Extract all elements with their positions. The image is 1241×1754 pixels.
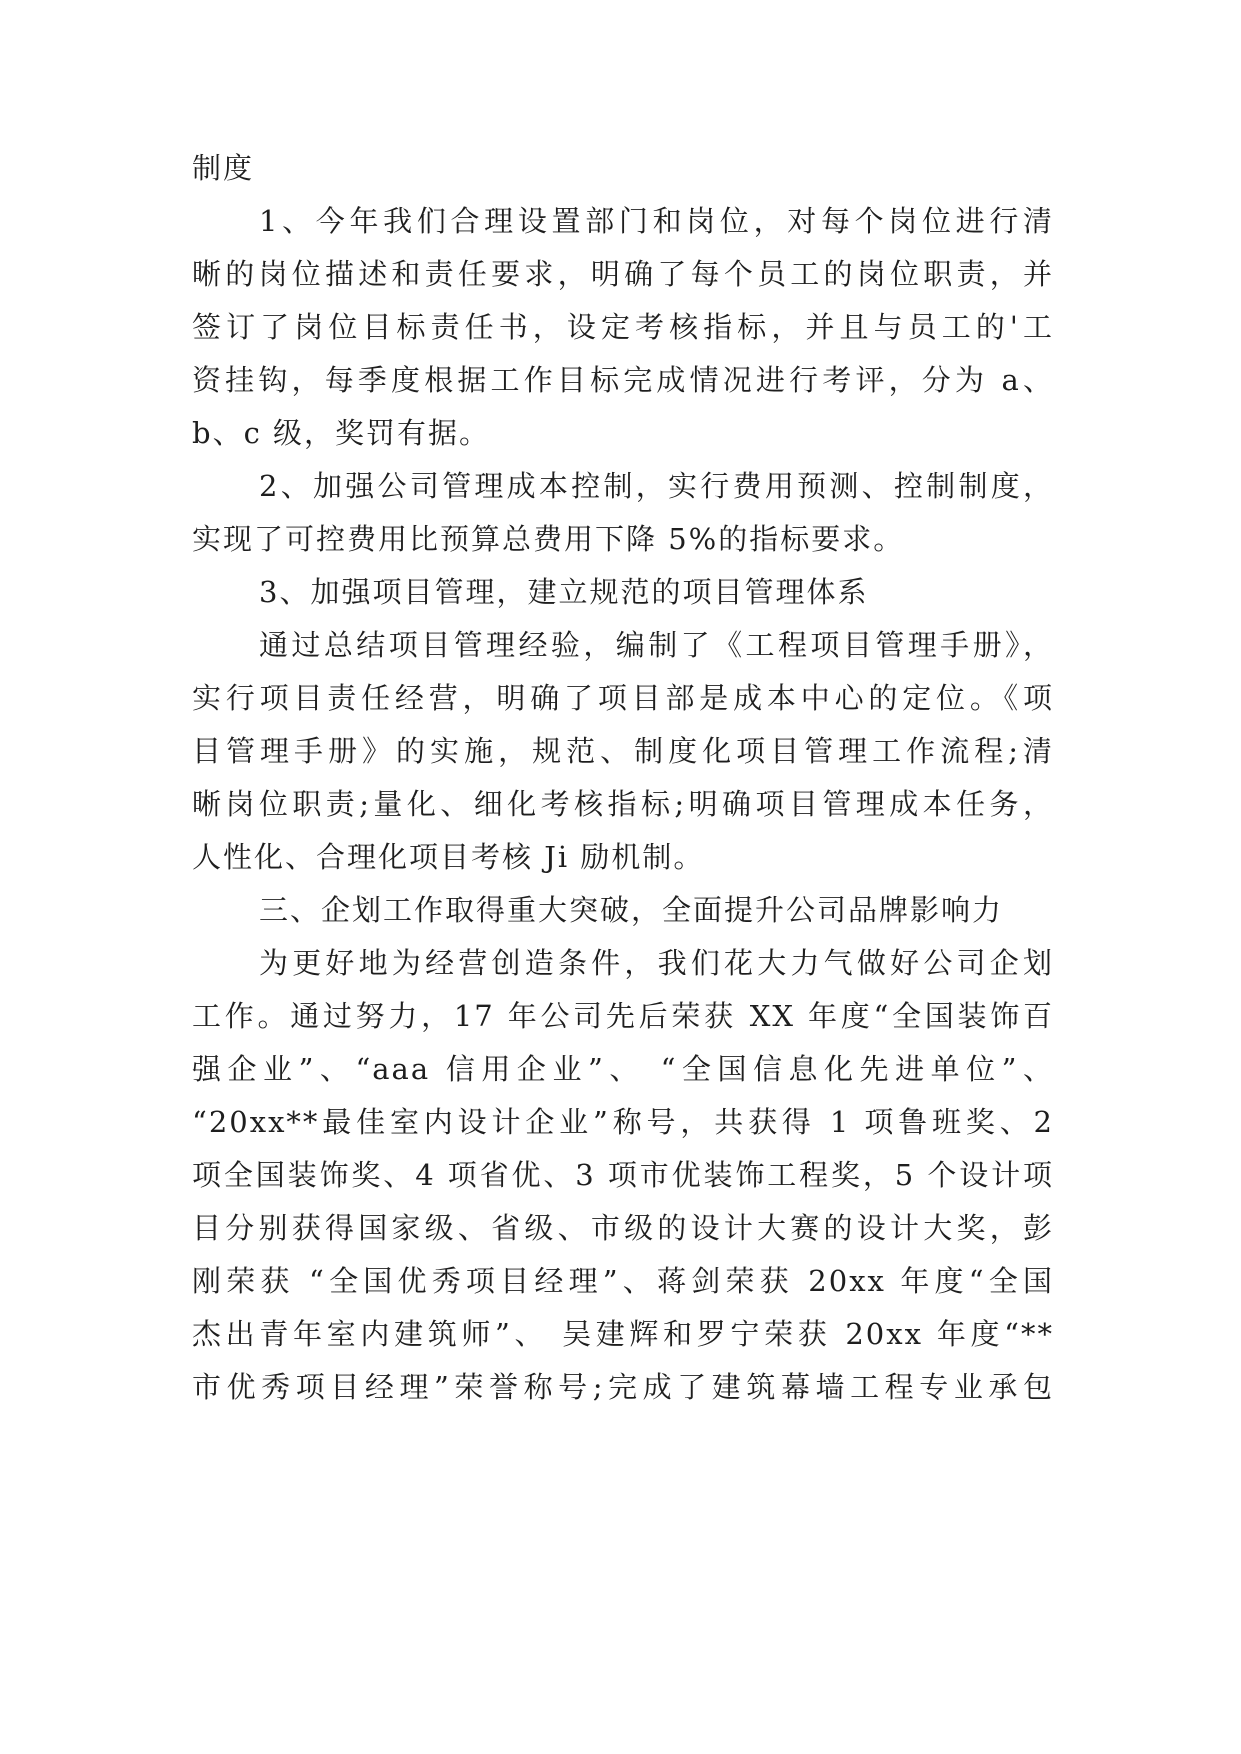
text-line: 实现了可控费用比预算总费用下降 5%的指标要求。 [192, 522, 905, 556]
text-line: 工作。通过努力，17 年公司先后荣获 XX 年度“全国装饰百 [192, 999, 1054, 1033]
text-line: 强企业”、“aaa 信用企业”、 “全国信息化先进单位”、 [192, 1052, 1054, 1086]
text-line: 为更好地为经营创造条件，我们花大力气做好公司企划 [259, 946, 1054, 980]
text-line: 三、企划工作取得重大突破，全面提升公司品牌影响力 [259, 893, 1004, 927]
text-line: 通过总结项目管理经验，编制了《工程项目管理手册》， [259, 628, 1054, 662]
text-line: 目分别获得国家级、省级、市级的设计大赛的设计大奖，彭 [192, 1211, 1054, 1245]
text-line: 1、今年我们合理设置部门和岗位，对每个岗位进行清 [259, 204, 1054, 238]
text-line: 晰岗位职责;量化、细化考核指标;明确项目管理成本任务， [192, 787, 1054, 821]
text-line: b、c 级，奖罚有据。 [192, 416, 491, 450]
text-line: 实行项目责任经营，明确了项目部是成本中心的定位。《项 [192, 681, 1054, 715]
text-line: 2、加强公司管理成本控制，实行费用预测、控制制度， [259, 469, 1054, 503]
text-line: 刚荣获 “全国优秀项目经理”、蒋剑荣获 20xx 年度“全国 [192, 1264, 1054, 1298]
text-line: 市优秀项目经理”荣誉称号;完成了建筑幕墙工程专业承包 [192, 1370, 1054, 1404]
text-line: 杰出青年室内建筑师”、 吴建辉和罗宁荣获 20xx 年度“** [192, 1317, 1054, 1351]
text-line: 制度 [192, 151, 255, 185]
text-line: “20xx**最佳室内设计企业”称号，共获得 1 项鲁班奖、2 [192, 1105, 1054, 1139]
text-line: 项全国装饰奖、4 项省优、3 项市优装饰工程奖，5 个设计项 [192, 1158, 1054, 1192]
text-line: 资挂钩，每季度根据工作目标完成情况进行考评，分为 a、 [192, 363, 1054, 397]
text-line: 目管理手册》的实施，规范、制度化项目管理工作流程;清 [192, 734, 1054, 768]
text-line: 签订了岗位目标责任书，设定考核指标，并且与员工的'工 [192, 310, 1054, 344]
text-line: 3、加强项目管理，建立规范的项目管理体系 [259, 575, 869, 609]
text-line: 人性化、合理化项目考核 Ji 励机制。 [192, 840, 705, 874]
text-line: 晰的岗位描述和责任要求，明确了每个员工的岗位职责，并 [192, 257, 1054, 291]
